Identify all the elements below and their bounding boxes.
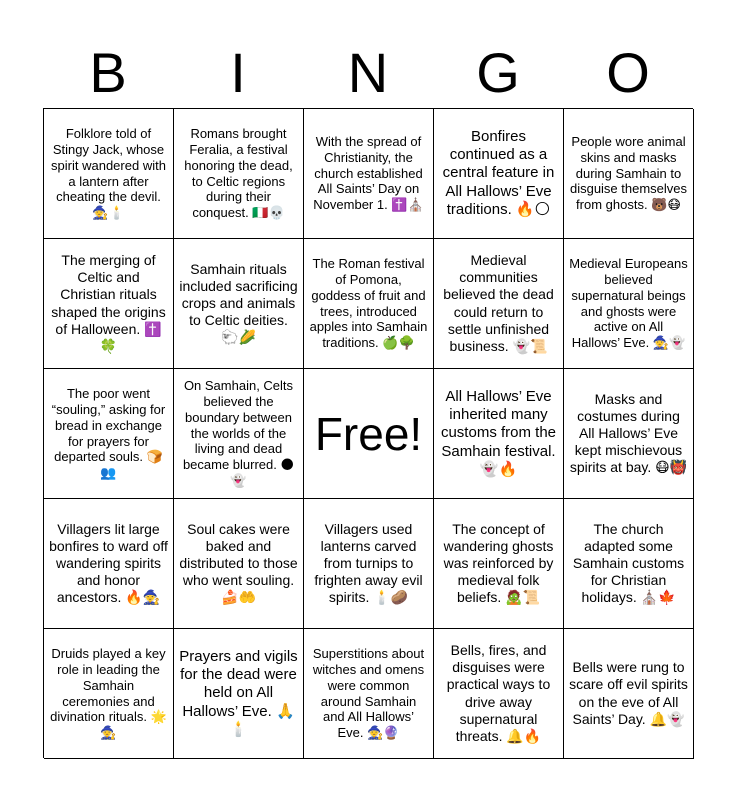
bingo-cell[interactable] [174,109,304,239]
bingo-cell[interactable] [434,499,564,629]
cell-text: Druids played a key role in leading the Samhain ceremonies and divination rituals. 🌟🧙 [50,645,167,741]
cell-text: The concept of wandering ghosts was reinforced by medieval folk beliefs. 🧟📜 [443,520,554,606]
cell-text: Samhain rituals included sacrificing crops and animals to Celtic deities. 🐑🌽 [179,260,298,346]
header-letter-g: G [476,41,520,104]
bingo-cell[interactable] [44,629,174,759]
bingo-cell[interactable] [44,239,174,369]
bingo-cell[interactable] [434,629,564,759]
cell-text: The Roman festival of Pomona, goddess of fruit and trees, introduced apples into Samhain traditions. 🍏🌳 [309,255,428,351]
cell-text: Villagers lit large bonfires to ward off wandering spirits and honor ancestors. 🔥🧙 [49,520,168,606]
cell-text: Medieval communities believed the dead could return to settle unfinished business. 👻📜 [443,252,554,354]
bingo-cell[interactable] [174,369,304,499]
bingo-cell[interactable] [304,629,434,759]
cell-text: On Samhain, Celts believed the boundary between the worlds of the living and dead became blurred. 🌑👻 [182,377,295,489]
bingo-board [43,108,693,758]
cell-text: The poor went “souling,” asking for bread in exchange for prayers for departed souls. 🍞👥 [51,385,166,481]
bingo-cell[interactable] [564,629,694,759]
cell-text: Masks and costumes during All Hallows’ Eve kept mischievous spirits at bay. 😷👹 [569,390,688,476]
bingo-cell[interactable] [174,629,304,759]
cell-text: Bells, fires, and disguises were practical ways to drive away supernatural threats. 🔔🔥 [446,642,551,744]
bingo-header [43,38,693,108]
header-letter-b: B [89,41,127,104]
cell-text: The merging of Celtic and Christian rituals shaped the origins of Halloween. ✝️🍀 [51,252,166,354]
cell-text: All Hallows’ Eve inherited many customs from the Samhain festival. 👻🔥 [440,387,557,478]
bingo-cell[interactable] [564,369,694,499]
bingo-cell[interactable] [564,499,694,629]
cell-text: With the spread of Christianity, the church established All Saints’ Day on November 1. ✝️⛪ [313,133,424,213]
bingo-cell[interactable] [304,239,434,369]
free-space[interactable] [304,369,434,499]
cell-text: Bells were rung to scare off evil spirits on the eve of All Saints’ Day. 🔔👻 [569,659,688,727]
cell-text: Soul cakes were baked and distributed to those who went souling. 🍰🤲 [179,520,298,606]
bingo-cell[interactable] [174,499,304,629]
cell-text: Romans brought Feralia, a festival honoring the dead, to Celtic regions during their conquest. 🇮🇹💀 [184,125,293,221]
bingo-cell[interactable] [434,239,564,369]
cell-text: Folklore told of Stingy Jack, whose spirit wandered with a lantern after cheating the devil. 🧙🕯️ [51,125,166,221]
cell-text: Villagers used lanterns carved from turnips to frighten away evil spirits. 🕯️🥔 [314,520,423,606]
cell-text: Superstitions about witches and omens were common around Samhain and All Hallows’ Eve. 🧙🔮 [312,645,425,741]
header-letter-n: N [347,41,389,104]
bingo-cell[interactable] [44,369,174,499]
bingo-cell[interactable] [434,109,564,239]
cell-text: People wore animal skins and masks during Samhain to disguise themselves from ghosts. 🐻😷 [569,133,688,213]
header-letter-i: I [230,41,246,104]
header-letter-o: O [606,41,650,104]
bingo-cell[interactable] [564,239,694,369]
bingo-cell[interactable] [174,239,304,369]
bingo-cell[interactable] [44,109,174,239]
cell-text: Prayers and vigils for the dead were held on All Hallows’ Eve. 🙏🕯️ [179,647,298,738]
cell-text: Medieval Europeans believed supernatural beings and ghosts were active on All Hallows’ Eve. 🧙👻 [569,255,688,351]
bingo-cell[interactable] [44,499,174,629]
bingo-cell[interactable] [564,109,694,239]
bingo-cell[interactable] [304,109,434,239]
cell-text: The church adapted some Samhain customs for Christian holidays. ⛪🍁 [572,520,685,606]
free-space-label: Free! [314,407,423,460]
bingo-cell[interactable] [434,369,564,499]
cell-text: Bonfires continued as a central feature in All Hallows’ Eve traditions. 🔥🌕 [442,127,555,218]
bingo-cell[interactable] [304,499,434,629]
